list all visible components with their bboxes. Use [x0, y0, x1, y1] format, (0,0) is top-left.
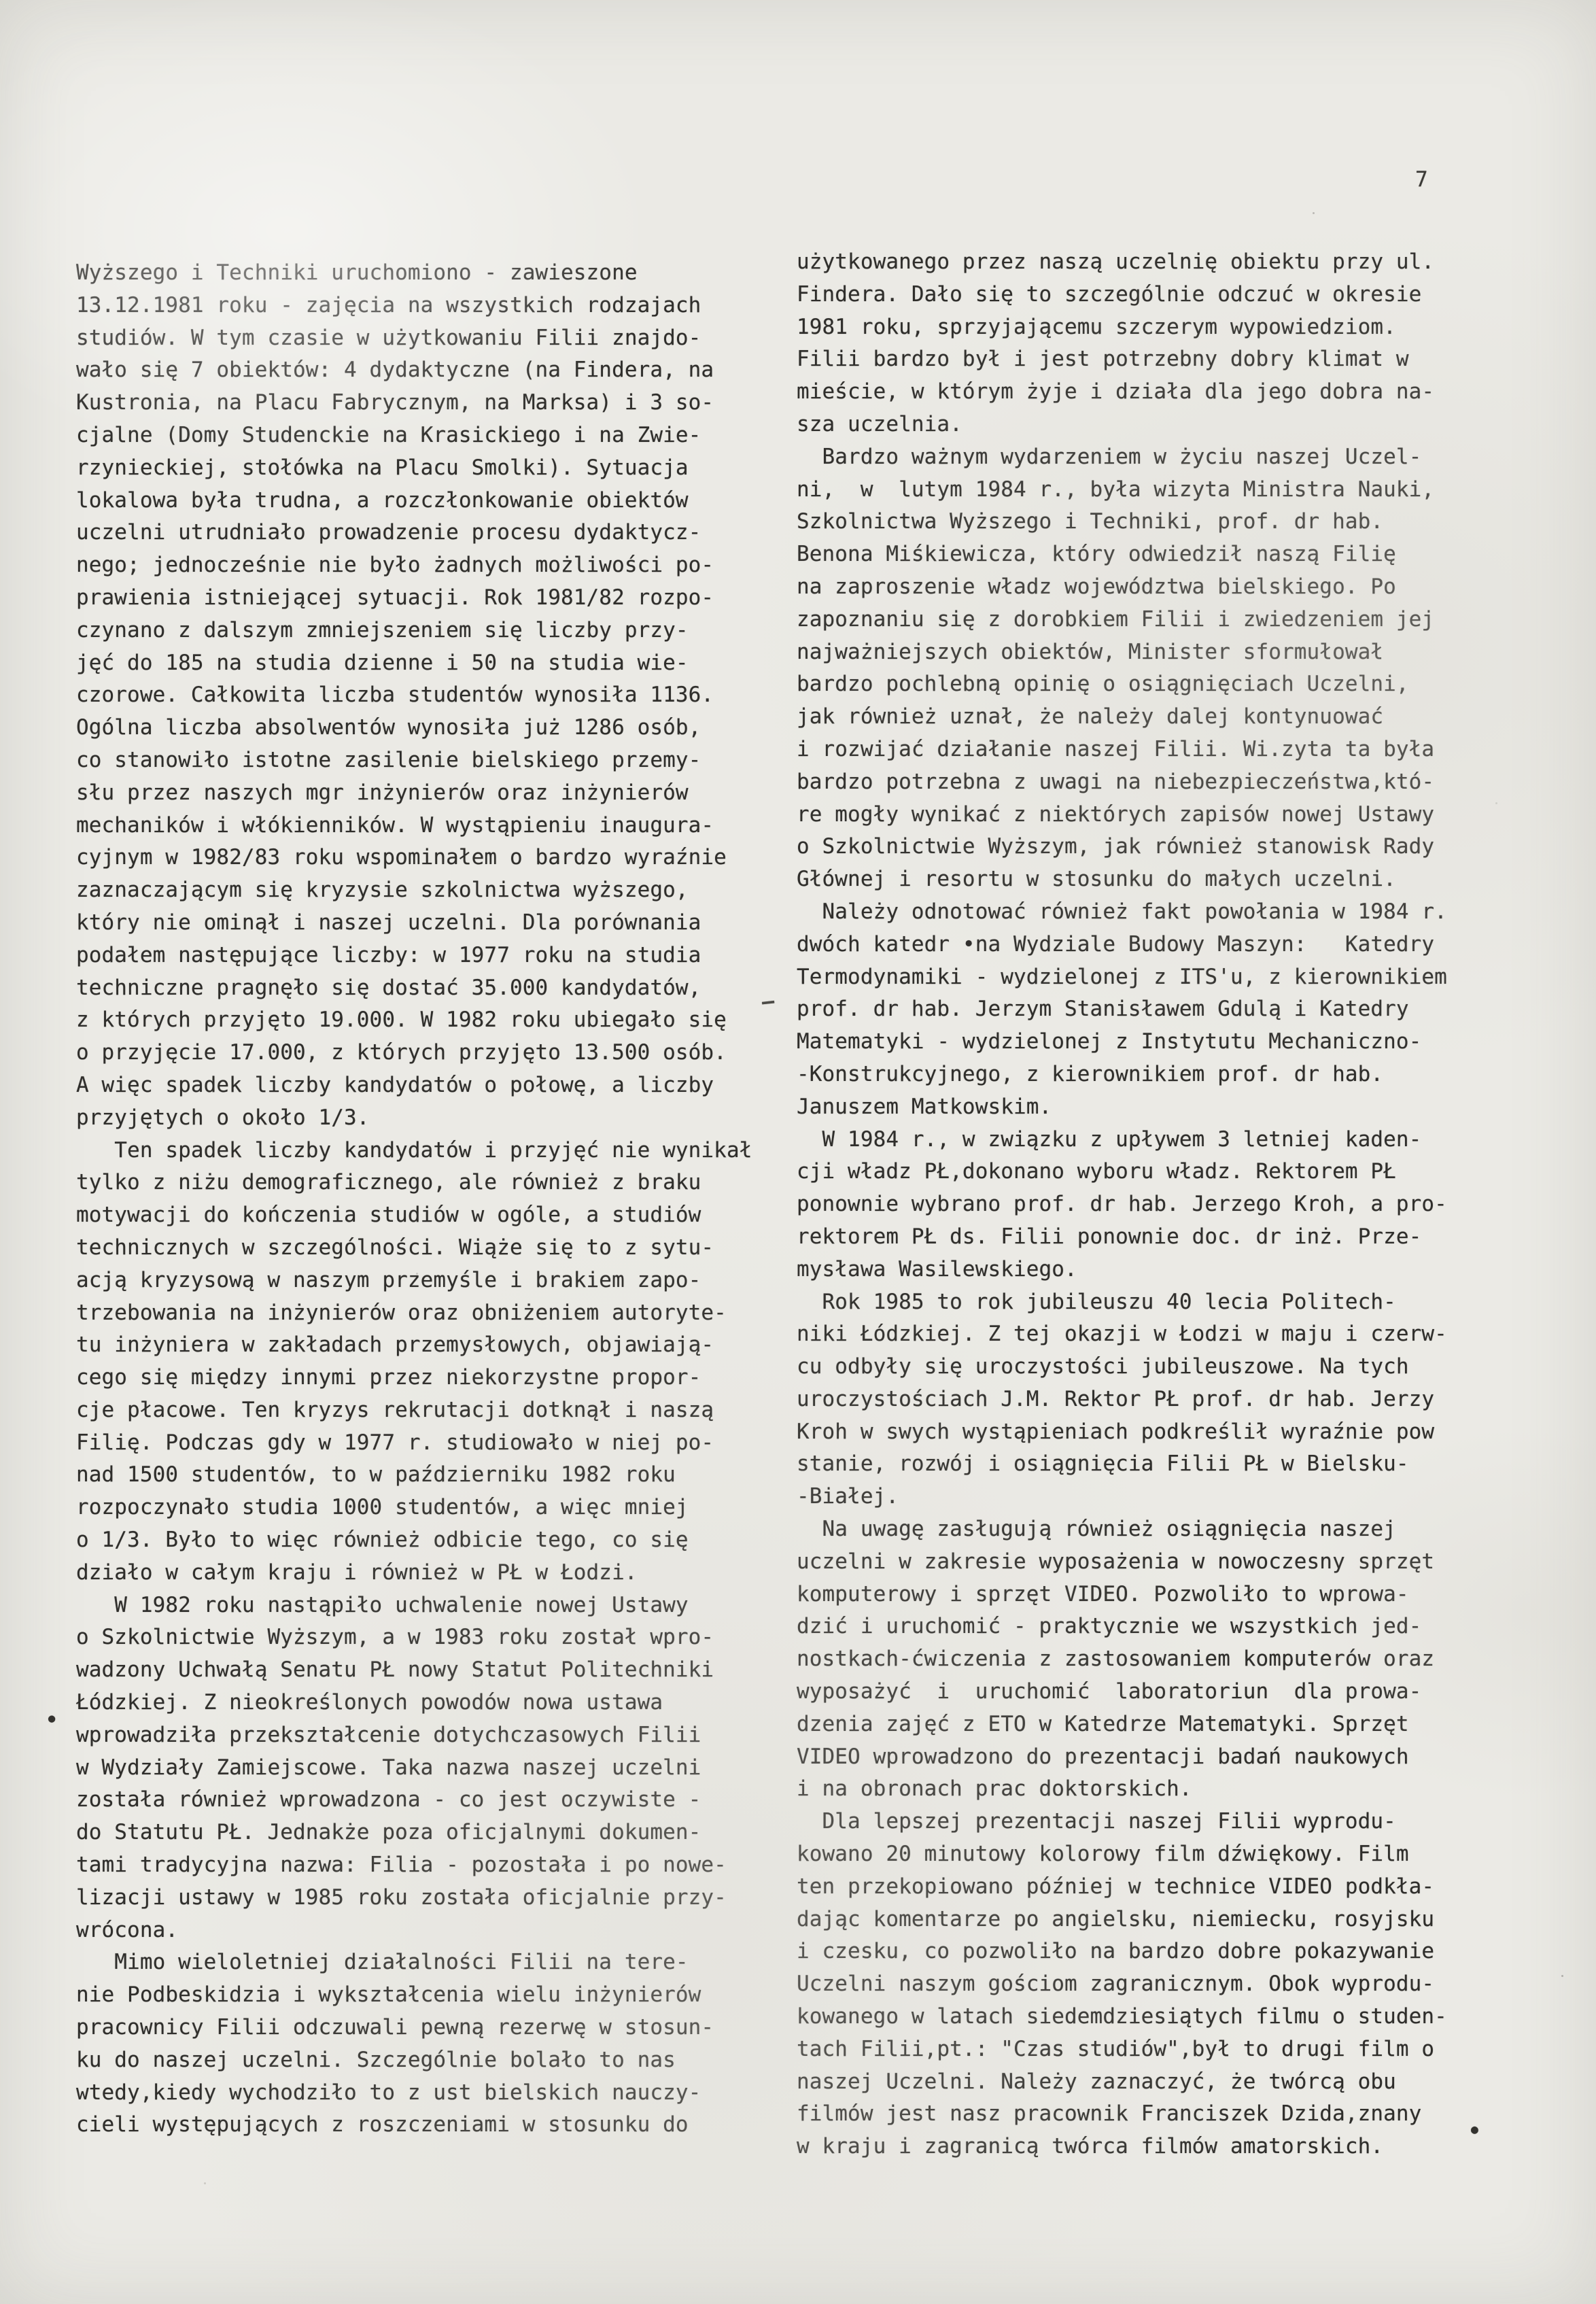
text-line: ponownie wybrano prof. dr hab. Jerzego Kroh, a pro- [797, 1192, 1447, 1217]
text-line: Uczelni naszym gościom zagranicznym. Obok wyprodu- [797, 1972, 1435, 1997]
text-line: 1981 roku, sprzyjającemu szczerym wypowiedziom. [797, 314, 1396, 339]
text-line: bardzo pochlebną opinię o osiągnięciach Uczelni, [797, 672, 1409, 697]
text-line: Filii bardzo był i jest potrzebny dobry klimat w [797, 347, 1409, 372]
text-line: i na obronach prac doktorskich. [797, 1776, 1192, 1802]
text-line: Szkolnictwa Wyższego i Techniki, prof. dr hab. [797, 509, 1384, 534]
text-line: Matematyki - wydzielonej z Instytutu Mechaniczno- [797, 1029, 1422, 1054]
text-line: tylko z niżu demograficznego, ale również z braku [76, 1170, 701, 1195]
text-line: Łódzkiej. Z nieokreślonych powodów nowa ustawa [76, 1690, 663, 1715]
text-line: uczelni w zakresie wyposażenia w nowoczesny sprzęt [797, 1549, 1435, 1574]
text-line: techniczne pragnęło się dostać 35.000 kandydatów, [76, 975, 701, 1000]
text-line: komputerowy i sprzęt VIDEO. Pozwoliło to wprowa- [797, 1581, 1409, 1606]
ink-dot-mark-right: ● [1471, 2122, 1478, 2137]
text-line: trzebowania na inżynierów oraz obniżeniem autoryte- [76, 1300, 727, 1325]
text-line: co stanowiło istotne zasilenie bielskiego przemy- [76, 747, 701, 772]
page-number: 7 [1415, 167, 1428, 192]
text-line: dając komentarze po angielsku, niemiecku, rosyjsku [797, 1906, 1435, 1931]
text-line: wadzony Uchwałą Senatu PŁ nowy Statut Politechniki [76, 1657, 714, 1683]
text-line: cyjnym w 1982/83 roku wspominałem o bardzo wyraźnie [76, 845, 727, 870]
text-line: Ogólna liczba absolwentów wynosiła już 1286 osób, [76, 715, 701, 740]
text-line: acją kryzysową w naszym przemyśle i brakiem zapo- [76, 1267, 701, 1292]
text-line: rozpoczynało studia 1000 studentów, a więc mniej [76, 1495, 689, 1520]
text-line: do Statutu PŁ. Jednakże poza oficjalnymi dokumen- [76, 1820, 701, 1845]
text-line: Januszem Matkowskim. [797, 1094, 1052, 1119]
text-line: nad 1500 studentów, to w październiku 1982 roku [76, 1462, 676, 1488]
text-line: A więc spadek liczby kandydatów o połowę, a liczby [76, 1072, 714, 1097]
text-line: pracownicy Filii odczuwali pewną rezerwę w stosun- [76, 2015, 714, 2040]
text-line: Findera. Dało się to szczególnie odczuć w okresie [797, 281, 1422, 307]
text-line: -Białej. [797, 1484, 899, 1509]
text-line: w Wydziały Zamiejscowe. Taka nazwa naszej uczelni [76, 1755, 701, 1780]
text-line: użytkowanego przez naszą uczelnię obiektu przy ul. [797, 250, 1435, 274]
text-line: wtedy,kiedy wychodziło to z ust bielskich nauczy- [76, 2080, 701, 2105]
text-line: rektorem PŁ ds. Filii ponownie doc. dr inż. Prze- [797, 1224, 1422, 1249]
ink-dash-mark: — [761, 989, 776, 1014]
text-line: Na uwagę zasługują również osiągnięcia naszej [797, 1517, 1396, 1542]
text-line: podałem następujące liczby: w 1977 roku na studia [76, 942, 701, 967]
text-line: nego; jednocześnie nie było żadnych możliwości po- [76, 553, 714, 578]
text-line: wrócona. [76, 1917, 179, 1942]
text-line: nostkach-ćwiczenia z zastosowaniem komputerów oraz [797, 1647, 1435, 1672]
text-line: prof. dr hab. Jerzym Stanisławem Gdulą i Katedry [797, 997, 1409, 1022]
text-line: ni, w lutym 1984 r., była wizyta Ministra Nauki, [797, 477, 1435, 502]
text-line: działo w całym kraju i również w PŁ w Łodzi. [76, 1560, 638, 1585]
right-text-column [797, 246, 1527, 2163]
left-text-column [76, 257, 807, 2142]
text-line: o przyjęcie 17.000, z których przyjęto 13.500 osób. [76, 1040, 727, 1065]
text-line: zapoznaniu się z dorobkiem Filii i zwiedzeniem jej [797, 606, 1435, 632]
text-line: Termodynamiki - wydzielonej z ITS'u, z kierownikiem [797, 964, 1447, 989]
text-line: Wyższego i Techniki uruchomiono - zawieszone [76, 260, 638, 285]
text-line: naszej Uczelni. Należy zaznaczyć, że twórcą obu [797, 2069, 1396, 2094]
text-line: słu przez naszych mgr inżynierów oraz inżynierów [76, 780, 689, 805]
text-line: tu inżyniera w zakładach przemysłowych, objawiają- [76, 1332, 714, 1358]
text-line: stanie, rozwój i osiągnięcia Filii PŁ w Bielsku- [797, 1451, 1409, 1477]
text-line: kowanego w latach siedemdziesiątych filmu o studen- [797, 2004, 1447, 2029]
text-line: cieli występujących z roszczeniami w stosunku do [76, 2112, 689, 2137]
text-line: Głównej i resortu w stosunku do małych uczelni. [797, 867, 1396, 892]
text-line: który nie ominął i naszej uczelni. Dla porównania [76, 910, 701, 935]
text-line: uczelni utrudniało prowadzenie procesu dydaktycz- [76, 520, 701, 545]
text-line: zaznaczającym się kryzysie szkolnictwa wyższego, [76, 878, 689, 903]
text-line: W 1982 roku nastąpiło uchwalenie nowej Ustawy [76, 1592, 689, 1617]
text-line: Dla lepszej prezentacji naszej Filii wyprodu- [797, 1809, 1396, 1834]
text-line: cego się między innymi przez niekorzystne propor- [76, 1365, 701, 1390]
text-line: uroczystościach J.M. Rektor PŁ prof. dr hab. Jerzy [797, 1386, 1435, 1411]
text-line: filmów jest nasz pracownik Franciszek Dzida,znany [797, 2101, 1422, 2127]
text-line: cu odbyły się uroczystości jubileuszowe. Na tych [797, 1354, 1409, 1379]
paper-specks [0, 0, 2, 2]
text-line: jęć do 185 na studia dzienne i 50 na studia wie- [76, 650, 689, 675]
text-line: o Szkolnictwie Wyższym, jak również stanowisk Rady [797, 834, 1435, 859]
text-line: tach Filii,pt.: "Czas studiów",był to drugi film o [797, 2036, 1435, 2061]
text-line: Bardzo ważnym wydarzeniem w życiu naszej Uczel- [797, 444, 1422, 469]
text-line: tami tradycyjna nazwa: Filia - pozostała i po nowe- [76, 1853, 727, 1878]
text-line: wprowadziła przekształcenie dotychczasowych Filii [76, 1722, 701, 1747]
text-line: czynano z dalszym zmniejszeniem się liczby przy- [76, 617, 689, 642]
text-line: re mogły wynikać z niektórych zapisów nowej Ustawy [797, 802, 1435, 827]
text-line: i czesku, co pozwoliło na bardzo dobre pokazywanie [797, 1939, 1435, 1964]
ink-dot-mark-left: ● [48, 1712, 56, 1725]
text-line: dwóch katedr •na Wydziale Budowy Maszyn: Katedry [797, 931, 1435, 957]
text-line: Benona Miśkiewicza, który odwiedził naszą Filię [797, 542, 1396, 567]
text-line: cji władz PŁ,dokonano wyboru władz. Rektorem PŁ [797, 1159, 1396, 1184]
text-line: motywacji do kończenia studiów w ogóle, a studiów [76, 1203, 701, 1228]
text-line: Rok 1985 to rok jubileuszu 40 lecia Politech- [797, 1289, 1396, 1314]
text-line: kowano 20 minutowy kolorowy film dźwiękowy. Film [797, 1842, 1409, 1867]
text-line: niki Łódzkiej. Z tej okazji w Łodzi w maju i czerw- [797, 1322, 1447, 1347]
text-line: prawienia istniejącej sytuacji. Rok 1981/82 rozpo- [76, 585, 714, 610]
text-line: została również wprowadzona - co jest oczywiste - [76, 1787, 701, 1812]
text-line: Kustronia, na Placu Fabrycznym, na Marksa) i 3 so- [76, 390, 714, 415]
text-line: dzić i uruchomić - praktycznie we wszystkich jed- [797, 1614, 1422, 1639]
text-line: Mimo wieloletniej działalności Filii na tere- [76, 1950, 689, 1975]
text-line: mysława Wasilewskiego. [797, 1256, 1077, 1282]
text-line: Kroh w swych wystąpieniach podkreślił wyraźnie pow [797, 1419, 1435, 1444]
text-line: przyjętych o około 1/3. [76, 1105, 370, 1130]
text-line: najważniejszych obiektów, Minister sformułował [797, 639, 1384, 664]
text-line: nie Podbeskidzia i wykształcenia wielu inżynierów [76, 1982, 701, 2008]
text-line: wyposażyć i uruchomić laboratoriun dla prowa- [797, 1679, 1422, 1704]
text-line: o 1/3. Było to więc również odbicie tego, co się [76, 1528, 689, 1553]
text-line: -Konstrukcyjnego, z kierownikiem prof. dr hab. [797, 1061, 1384, 1086]
text-line: Należy odnotować również fakt powołania w 1984 r. [797, 899, 1447, 924]
text-line: mieście, w którym żyje i działa dla jego dobra na- [797, 379, 1435, 405]
text-line: mechaników i włókienników. W wystąpieniu inaugura- [76, 812, 714, 838]
text-line: studiów. W tym czasie w użytkowaniu Filii znajdo- [76, 325, 701, 350]
text-line: cjalne (Domy Studenckie na Krasickiego i na Zwie- [76, 422, 701, 447]
text-line: Ten spadek liczby kandydatów i przyjęć nie wynikał [76, 1137, 752, 1163]
text-line: cje płacowe. Ten kryzys rekrutacji dotknął i naszą [76, 1397, 714, 1422]
text-line: rzynieckiej, stołówka na Placu Smolki). Sytuacja [76, 455, 689, 480]
text-line: na zaproszenie władz województwa bielskiego. Po [797, 574, 1396, 599]
text-line: czorowe. Całkowita liczba studentów wynosiła 1136. [76, 683, 714, 708]
text-line: VIDEO wprowadzono do prezentacji badań naukowych [797, 1744, 1409, 1769]
text-line: z których przyjęto 19.000. W 1982 roku ubiegało się [76, 1008, 727, 1033]
text-line: dzenia zajęć z ETO w Katedrze Matematyki. Sprzęt [797, 1711, 1409, 1736]
text-line: technicznych w szczególności. Wiąże się to z sytu- [76, 1235, 714, 1260]
text-line: lizacji ustawy w 1985 roku została oficjalnie przy- [76, 1885, 727, 1910]
text-line: wało się 7 obiektów: 4 dydaktyczne (na Findera, na [76, 358, 714, 383]
text-line: ten przekopiowano później w technice VIDEO podkła- [797, 1874, 1435, 1899]
text-line: bardzo potrzebna z uwagi na niebezpieczeństwa,któ- [797, 769, 1435, 794]
text-line: 13.12.1981 roku - zajęcia na wszystkich rodzajach [76, 292, 701, 317]
text-line: Filię. Podczas gdy w 1977 r. studiowało w niej po- [76, 1430, 714, 1455]
text-line: ku do naszej uczelni. Szczególnie bolało to nas [76, 2047, 676, 2072]
text-line: w kraju i zagranicą twórca filmów amatorskich. [797, 2134, 1384, 2159]
text-line: lokalowa była trudna, a rozczłonkowanie obiektów [76, 487, 689, 513]
text-line: W 1984 r., w związku z upływem 3 letniej kaden- [797, 1127, 1422, 1152]
text-line: jak również uznał, że należy dalej kontynuować [797, 704, 1384, 729]
text-line: o Szkolnictwie Wyższym, a w 1983 roku został wpro- [76, 1625, 714, 1650]
text-line: i rozwijać działanie naszej Filii. Wi.zyta ta była [797, 736, 1435, 761]
text-line: sza uczelnia. [797, 411, 962, 436]
